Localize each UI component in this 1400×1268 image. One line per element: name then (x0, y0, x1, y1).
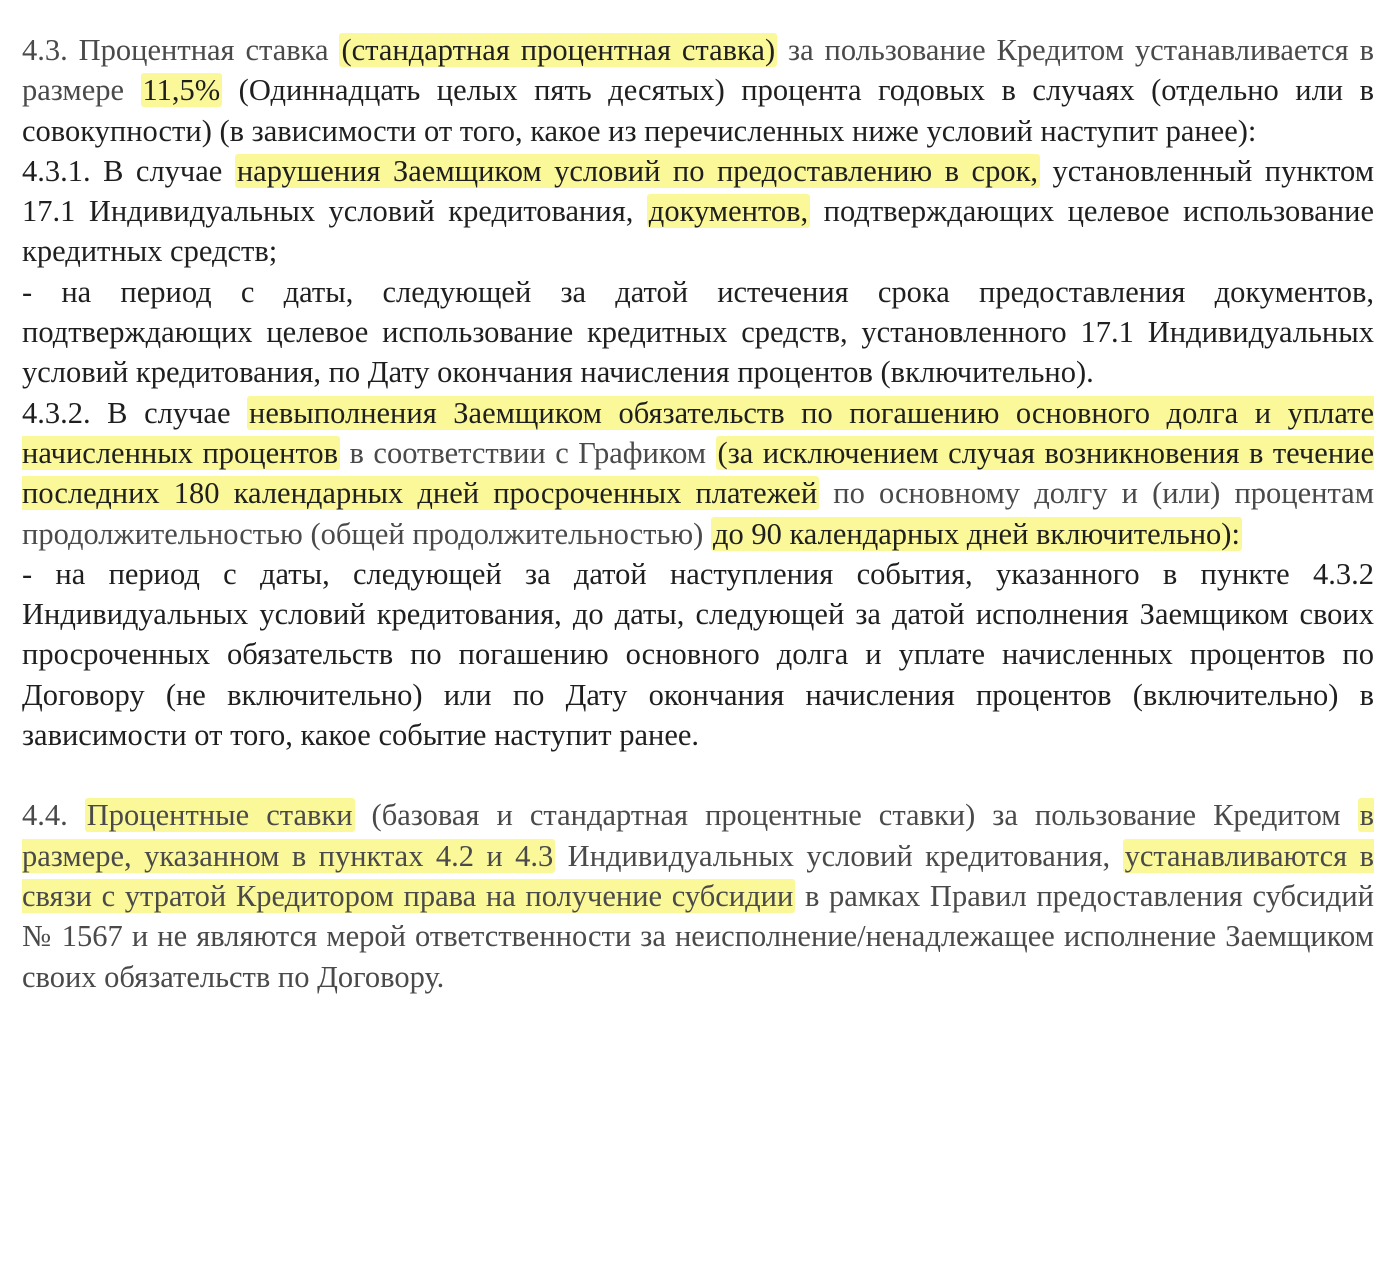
clause-4-3-2 (22, 393, 1374, 554)
highlight-subsidy-loss: устанавливаются в связи с утратой Кредитором права на получение субсидии (22, 838, 1374, 913)
highlight-amount-reference: в размере, указанном в пунктах 4.2 и 4.3 (22, 798, 1374, 873)
highlight-rate-value: 11,5% (142, 73, 221, 108)
clause-4-4-text: Индивидуальных условий кредитования, (555, 838, 1123, 873)
clause-4-3 (22, 30, 1374, 151)
clause-4-3-2-text: по основному долгу и (или) процентам продолжительностью (общей продолжительностью) (22, 476, 1374, 551)
highlight-exception: (за исключением случая возникновения в течение последних 180 календарных дней просроченных платежей (22, 435, 1374, 511)
clause-4-3-text: (Одиннадцать целых пять десятых) процента годовых в случаях (отдельно или в совокупности) (в зависимости от того, какое из перечисленных ниже условий наступит ранее): (22, 73, 1375, 148)
clause-4-3-text: 4.3. Процентная ставка (22, 33, 340, 67)
clause-4-4-text: 4.4. (22, 798, 85, 833)
clause-4-3-2-text: в соответствии с Графиком (340, 435, 716, 470)
clause-4-3-2-item: - на период с даты, следующей за датой наступления события, указанного в пункте 4.3.2 Индивидуальных условий кредитования, до даты, следующей за датой исполнения Заемщиком своих просроченных обязательств по погашению основного долга и уплате начисленных процентов по Договору (не включительно) или по Дату окончания начисления процентов (включительно) в зависимости от того, какое событие наступит ранее. (22, 556, 1374, 753)
clause-4-3-1-text: установленный пунктом 17.1 Индивидуальных условий кредитования, (22, 153, 1374, 229)
clause-4-3-1-item: - на период с даты, следующей за датой истечения срока предоставления документов, подтверждающих целевое использование кредитных средств, установленного 17.1 Индивидуальных условий кредитования, по Дату окончания начисления процентов (включительно). (22, 274, 1374, 390)
clause-4-4-text: (базовая и стандартная процентные ставки) за пользование Кредитом (354, 798, 1358, 833)
highlight-rates: Процентные ставки (86, 798, 353, 833)
highlight-90-days: до 90 календарных дней включительно): (712, 516, 1240, 551)
clause-4-4-text: в рамках Правил предоставления субсидий № 1567 и не являются мерой ответственности за неисполнение/ненадлежащее исполнение Заемщиком своих обязательств по Договору. (22, 878, 1374, 994)
clause-4-4 (22, 795, 1374, 996)
clause-4-3-1-text: подтверждающих целевое использование кредитных средств; (22, 194, 1374, 269)
paragraph-spacer (22, 755, 1374, 795)
document-page (22, 30, 1374, 997)
highlight-documents: документов, (648, 194, 809, 229)
clause-4-3-2-text: 4.3.2. В случае (22, 395, 248, 430)
clause-4-3-1 (22, 151, 1374, 272)
highlight-violation: нарушения Заемщиком условий по предоставлению в срок, (236, 153, 1039, 188)
clause-4-3-text: за пользование Кредитом устанавливается в размере (22, 33, 1374, 108)
highlight-standard-rate: (стандартная процентная ставка) (341, 33, 776, 67)
highlight-non-fulfillment: невыполнения Заемщиком обязательств по погашению основного долга и уплате начисленных процентов (22, 395, 1375, 470)
clause-4-3-1-text: 4.3.1. В случае (22, 153, 235, 188)
